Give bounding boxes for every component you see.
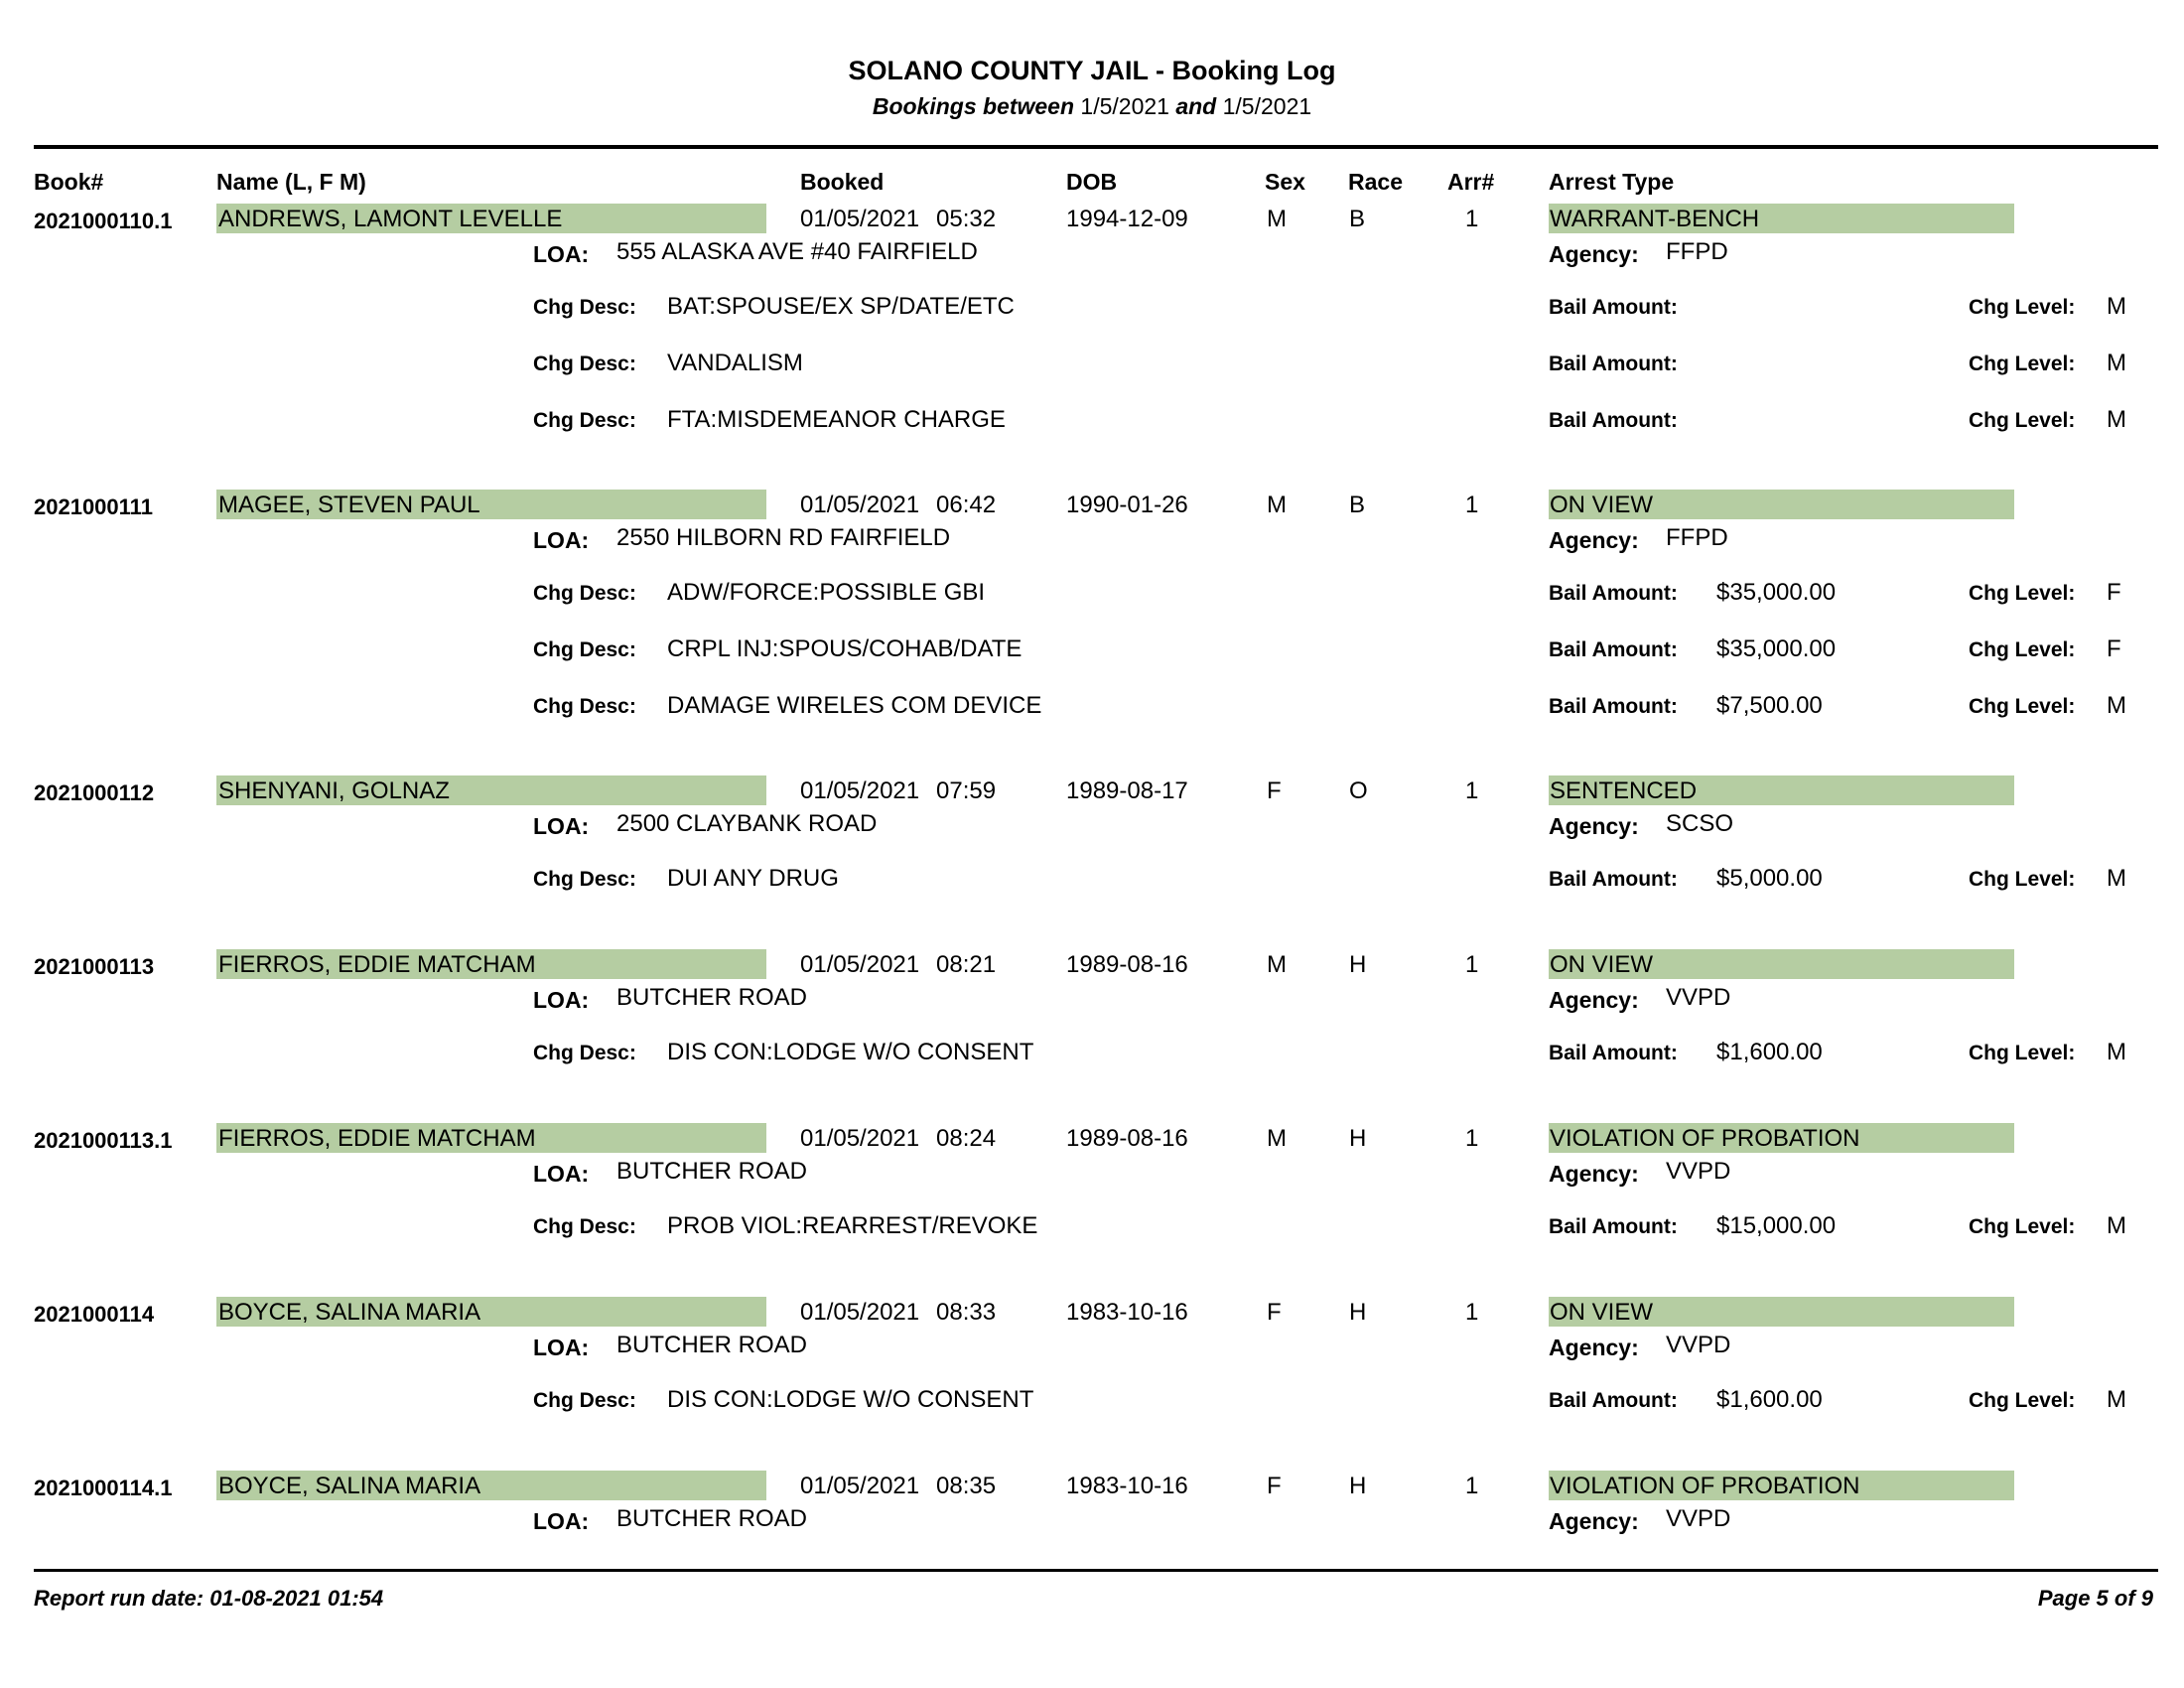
chg-desc-label: Chg Desc:	[533, 695, 636, 718]
arrest-type-value: ON VIEW	[1550, 1299, 1654, 1326]
chg-level-label: Chg Level:	[1969, 352, 2076, 375]
dob-value: 1989-08-16	[1066, 951, 1188, 978]
bail-amount-label: Bail Amount:	[1549, 1042, 1678, 1064]
bail-amount-label: Bail Amount:	[1549, 695, 1678, 718]
chg-level-value: M	[2107, 692, 2126, 719]
agency-label: Agency:	[1549, 1161, 1639, 1187]
inmate-name: MAGEE, STEVEN PAUL	[218, 492, 480, 518]
race-value: O	[1349, 777, 1368, 804]
inmate-name: BOYCE, SALINA MARIA	[218, 1299, 481, 1326]
col-booked: Booked	[800, 169, 885, 195]
booked-time: 08:35	[936, 1473, 997, 1499]
booked-date: 01/05/2021	[800, 206, 920, 232]
chg-level-value: M	[2107, 1039, 2126, 1065]
bail-amount-label: Bail Amount:	[1549, 352, 1678, 375]
booked-date: 01/05/2021	[800, 1299, 920, 1326]
date-from: 1/5/2021	[1080, 93, 1169, 119]
chg-level-label: Chg Level:	[1969, 409, 2076, 432]
col-dob: DOB	[1066, 169, 1118, 195]
col-arrest-type: Arrest Type	[1549, 169, 1675, 195]
book-number: 2021000113.1	[34, 1128, 173, 1153]
dob-value: 1989-08-17	[1066, 777, 1188, 804]
loa-value: 2500 CLAYBANK ROAD	[616, 810, 878, 837]
page-number: Page 5 of 9	[2037, 1586, 2153, 1611]
arr-value: 1	[1465, 492, 1479, 518]
report-subtitle	[0, 93, 2184, 120]
sex-value: M	[1267, 206, 1287, 232]
bail-amount-value: $5,000.00	[1716, 865, 1823, 892]
sex-value: F	[1267, 1473, 1282, 1499]
chg-desc-label: Chg Desc:	[533, 582, 636, 605]
loa-value: 555 ALASKA AVE #40 FAIRFIELD	[616, 238, 978, 265]
chg-level-value: F	[2107, 579, 2121, 606]
arrest-type-value: ON VIEW	[1550, 492, 1654, 518]
col-book: Book#	[34, 169, 104, 195]
chg-desc-label: Chg Desc:	[533, 352, 636, 375]
chg-desc-value: DIS CON:LODGE W/O CONSENT	[667, 1386, 1034, 1413]
bail-amount-value: $15,000.00	[1716, 1212, 1837, 1239]
dob-value: 1994-12-09	[1066, 206, 1188, 232]
subtitle-and: and	[1175, 93, 1217, 119]
booked-time: 05:32	[936, 206, 997, 232]
agency-label: Agency:	[1549, 987, 1639, 1013]
chg-desc-label: Chg Desc:	[533, 1389, 636, 1412]
chg-desc-label: Chg Desc:	[533, 868, 636, 891]
arr-value: 1	[1465, 1125, 1479, 1152]
booked-time: 08:21	[936, 951, 997, 978]
sex-value: F	[1267, 1299, 1282, 1326]
agency-value: VVPD	[1666, 984, 1731, 1011]
book-number: 2021000112	[34, 780, 155, 805]
chg-level-label: Chg Level:	[1969, 695, 2076, 718]
inmate-name: FIERROS, EDDIE MATCHAM	[218, 951, 536, 978]
sex-value: M	[1267, 492, 1287, 518]
chg-desc-value: CRPL INJ:SPOUS/COHAB/DATE	[667, 635, 1023, 662]
race-value: H	[1349, 1473, 1367, 1499]
booked-time: 08:24	[936, 1125, 997, 1152]
inmate-name: BOYCE, SALINA MARIA	[218, 1473, 481, 1499]
chg-level-value: M	[2107, 293, 2126, 320]
chg-desc-value: DIS CON:LODGE W/O CONSENT	[667, 1039, 1034, 1065]
chg-level-value: M	[2107, 1212, 2126, 1239]
chg-level-label: Chg Level:	[1969, 638, 2076, 661]
bail-amount-value: $7,500.00	[1716, 692, 1823, 719]
race-value: H	[1349, 951, 1367, 978]
loa-value: BUTCHER ROAD	[616, 1158, 808, 1185]
agency-label: Agency:	[1549, 813, 1639, 839]
chg-desc-value: VANDALISM	[667, 350, 803, 376]
booked-time: 06:42	[936, 492, 997, 518]
loa-value: BUTCHER ROAD	[616, 1505, 808, 1532]
agency-label: Agency:	[1549, 1335, 1639, 1360]
header-rule	[34, 145, 2158, 149]
agency-value: FFPD	[1666, 524, 1728, 551]
arr-value: 1	[1465, 1299, 1479, 1326]
dob-value: 1983-10-16	[1066, 1299, 1188, 1326]
arrest-type-value: SENTENCED	[1550, 777, 1698, 804]
sex-value: F	[1267, 777, 1282, 804]
agency-value: FFPD	[1666, 238, 1728, 265]
race-value: B	[1349, 492, 1366, 518]
bail-amount-label: Bail Amount:	[1549, 582, 1678, 605]
bail-amount-value: $1,600.00	[1716, 1039, 1823, 1065]
col-sex: Sex	[1265, 169, 1305, 195]
inmate-name: SHENYANI, GOLNAZ	[218, 777, 450, 804]
dob-value: 1983-10-16	[1066, 1473, 1188, 1499]
col-name: Name (L, F M)	[216, 169, 366, 195]
arrest-type-value: WARRANT-BENCH	[1550, 206, 1760, 232]
inmate-name: FIERROS, EDDIE MATCHAM	[218, 1125, 536, 1152]
bail-amount-label: Bail Amount:	[1549, 868, 1678, 891]
sex-value: M	[1267, 1125, 1287, 1152]
agency-label: Agency:	[1549, 527, 1639, 553]
bail-amount-label: Bail Amount:	[1549, 1215, 1678, 1238]
subtitle-prefix: Bookings between	[872, 93, 1075, 119]
race-value: B	[1349, 206, 1366, 232]
chg-desc-label: Chg Desc:	[533, 638, 636, 661]
loa-label: LOA:	[533, 1508, 590, 1534]
inmate-name: ANDREWS, LAMONT LEVELLE	[218, 206, 563, 232]
booked-time: 08:33	[936, 1299, 997, 1326]
loa-label: LOA:	[533, 987, 590, 1013]
book-number: 2021000114	[34, 1302, 155, 1327]
chg-level-label: Chg Level:	[1969, 582, 2076, 605]
loa-label: LOA:	[533, 1335, 590, 1360]
bail-amount-value: $35,000.00	[1716, 635, 1837, 662]
bail-amount-value: $1,600.00	[1716, 1386, 1823, 1413]
chg-desc-label: Chg Desc:	[533, 1042, 636, 1064]
loa-value: BUTCHER ROAD	[616, 984, 808, 1011]
loa-label: LOA:	[533, 1161, 590, 1187]
chg-desc-value: ADW/FORCE:POSSIBLE GBI	[667, 579, 986, 606]
dob-value: 1990-01-26	[1066, 492, 1188, 518]
loa-label: LOA:	[533, 813, 590, 839]
chg-level-value: M	[2107, 406, 2126, 433]
agency-value: VVPD	[1666, 1505, 1731, 1532]
chg-desc-label: Chg Desc:	[533, 1215, 636, 1238]
book-number: 2021000110.1	[34, 209, 173, 233]
chg-level-value: F	[2107, 635, 2121, 662]
chg-level-label: Chg Level:	[1969, 1042, 2076, 1064]
loa-label: LOA:	[533, 241, 590, 267]
book-number: 2021000111	[34, 494, 153, 519]
booked-date: 01/05/2021	[800, 1473, 920, 1499]
chg-level-label: Chg Level:	[1969, 868, 2076, 891]
chg-level-value: M	[2107, 350, 2126, 376]
bail-amount-label: Bail Amount:	[1549, 409, 1678, 432]
book-number: 2021000113	[34, 954, 155, 979]
agency-value: SCSO	[1666, 810, 1734, 837]
bail-amount-label: Bail Amount:	[1549, 638, 1678, 661]
chg-desc-value: DAMAGE WIRELES COM DEVICE	[667, 692, 1042, 719]
bail-amount-label: Bail Amount:	[1549, 296, 1678, 319]
chg-desc-value: BAT:SPOUSE/EX SP/DATE/ETC	[667, 293, 1015, 320]
chg-desc-label: Chg Desc:	[533, 409, 636, 432]
booked-date: 01/05/2021	[800, 492, 920, 518]
arr-value: 1	[1465, 1473, 1479, 1499]
book-number: 2021000114.1	[34, 1476, 173, 1500]
booked-date: 01/05/2021	[800, 1125, 920, 1152]
chg-level-label: Chg Level:	[1969, 296, 2076, 319]
chg-desc-label: Chg Desc:	[533, 296, 636, 319]
loa-value: 2550 HILBORN RD FAIRFIELD	[616, 524, 951, 551]
sex-value: M	[1267, 951, 1287, 978]
chg-level-value: M	[2107, 1386, 2126, 1413]
bail-amount-label: Bail Amount:	[1549, 1389, 1678, 1412]
chg-desc-value: DUI ANY DRUG	[667, 865, 839, 892]
agency-label: Agency:	[1549, 1508, 1639, 1534]
arr-value: 1	[1465, 951, 1479, 978]
booked-date: 01/05/2021	[800, 951, 920, 978]
agency-value: VVPD	[1666, 1158, 1731, 1185]
race-value: H	[1349, 1125, 1367, 1152]
arr-value: 1	[1465, 206, 1479, 232]
race-value: H	[1349, 1299, 1367, 1326]
chg-desc-value: PROB VIOL:REARREST/REVOKE	[667, 1212, 1038, 1239]
chg-level-label: Chg Level:	[1969, 1215, 2076, 1238]
col-race: Race	[1348, 169, 1403, 195]
agency-label: Agency:	[1549, 241, 1639, 267]
chg-desc-value: FTA:MISDEMEANOR CHARGE	[667, 406, 1006, 433]
dob-value: 1989-08-16	[1066, 1125, 1188, 1152]
arrest-type-value: VIOLATION OF PROBATION	[1550, 1125, 1860, 1152]
date-to: 1/5/2021	[1222, 93, 1312, 119]
report-run-date: Report run date: 01-08-2021 01:54	[34, 1586, 384, 1611]
agency-value: VVPD	[1666, 1332, 1731, 1358]
col-arr: Arr#	[1447, 169, 1495, 195]
report-title: SOLANO COUNTY JAIL - Booking Log	[848, 56, 1336, 85]
chg-level-value: M	[2107, 865, 2126, 892]
loa-label: LOA:	[533, 527, 590, 553]
booked-time: 07:59	[936, 777, 997, 804]
arrest-type-value: ON VIEW	[1550, 951, 1654, 978]
footer-rule	[34, 1569, 2158, 1572]
bail-amount-value: $35,000.00	[1716, 579, 1837, 606]
arr-value: 1	[1465, 777, 1479, 804]
chg-level-label: Chg Level:	[1969, 1389, 2076, 1412]
arrest-type-value: VIOLATION OF PROBATION	[1550, 1473, 1860, 1499]
booked-date: 01/05/2021	[800, 777, 920, 804]
loa-value: BUTCHER ROAD	[616, 1332, 808, 1358]
